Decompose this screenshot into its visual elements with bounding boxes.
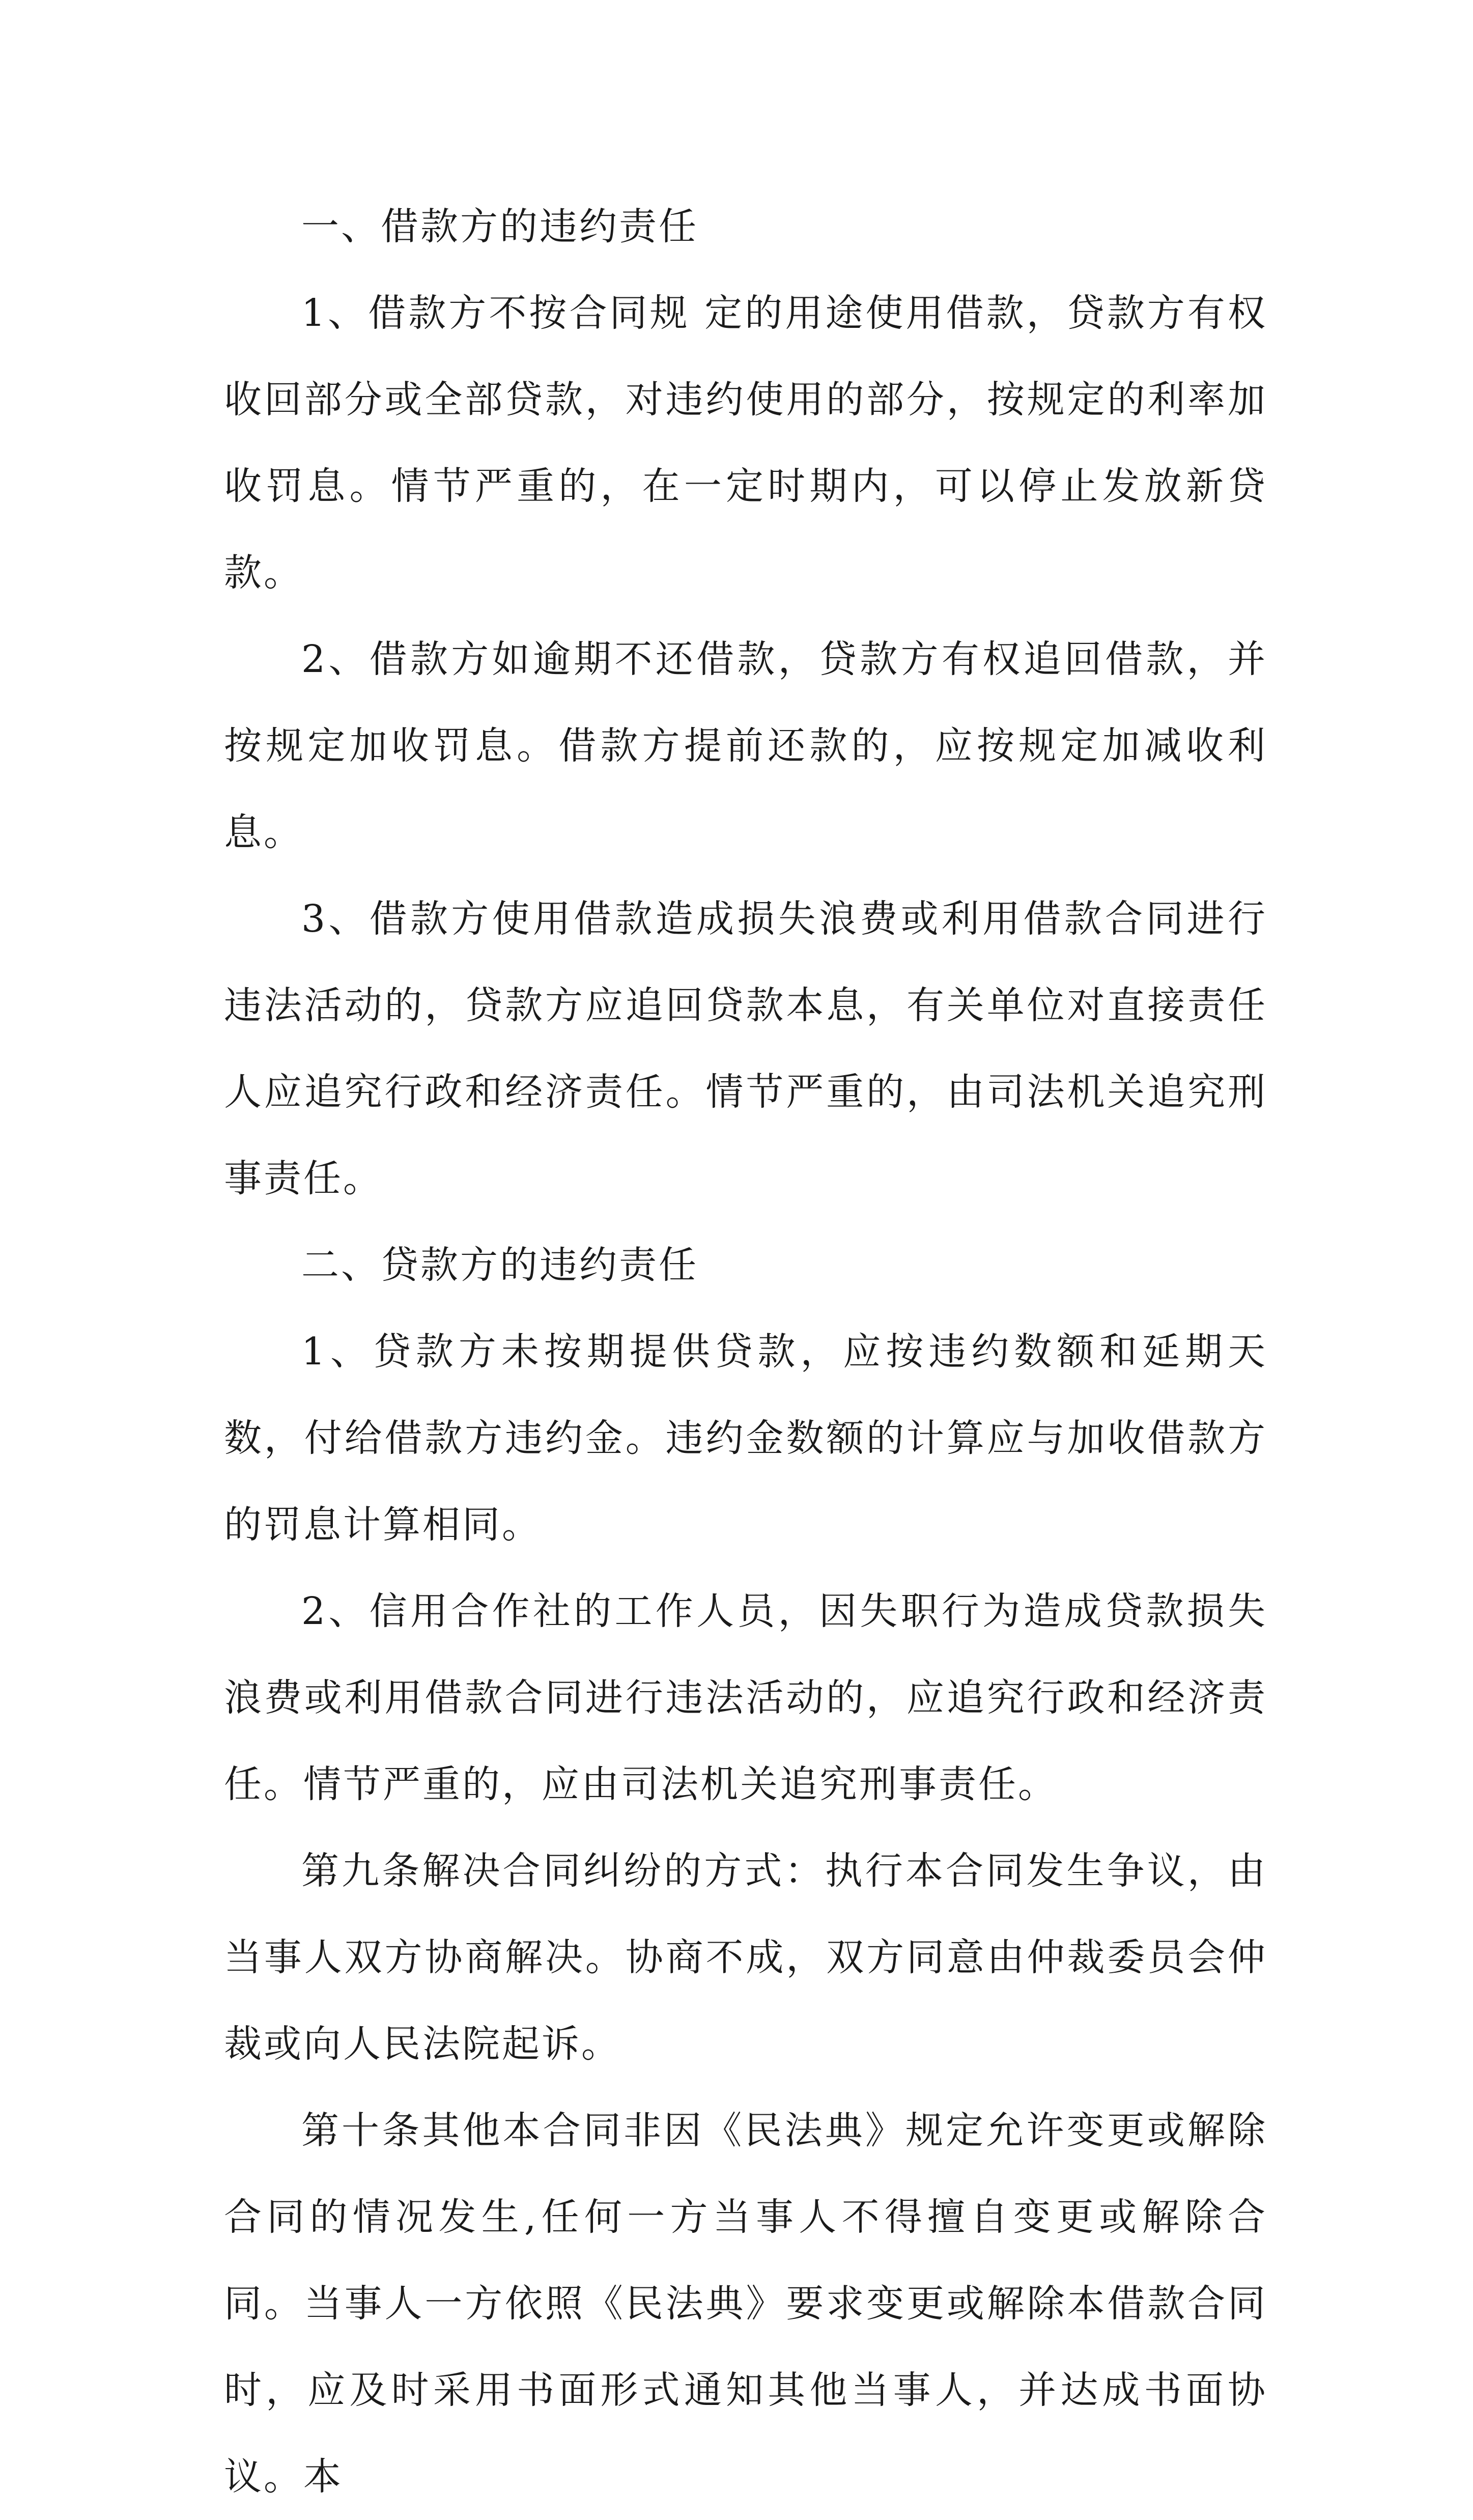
paragraph-borrower-clause-3: 3、借款方使用借款造成损失浪费或利用借款合同进行违法活动的，贷款方应追回贷款本息，有关单位对直接责任人应追究行政和经济责任。情节严重的，由司法机关追究刑事责任。 xyxy=(224,897,1267,1200)
paragraph-borrower-clause-2: 2、借款方如逾期不还借款，贷款方有权追回借款，并按规定加收罚息。借款方提前还款的，应按规定加减收利息。 xyxy=(224,637,1267,854)
paragraph-lender-clause-1: 1、贷款方未按期提供贷款，应按违约数额和延期天数，付给借款方违约金。违约金数额的计算应与加收借款方的罚息计算相同。 xyxy=(224,1330,1267,1547)
paragraph-article-9: 第九条解决合同纠纷的方式：执行本合同发生争议，由当事人双方协商解决。协商不成，双方同意由仲裁委员会仲裁或向人民法院起诉。 xyxy=(224,1849,1267,2066)
paragraph-borrower-clause-1: 1、借款方不按合同规 定的用途使用借款，贷款方有权收回部分或全部贷款，对违约使用的部分，按规定的利率加收罚息。情节严重的，在一定时期内，可以停止发放新贷款。 xyxy=(224,291,1267,595)
paragraph-lender-clause-2: 2、信用合作社的工作人员，因失职行为造成贷款损失浪费或利用借款合同进行违法活动的，应追究行政和经济责任。情节严重的，应由司法机关追究刑事责任。 xyxy=(224,1589,1267,1806)
paragraph-article-10: 第十条其他本合同非因《民法典》规定允许变更或解除合同的情况发生,任何一方当事人不得擅自变更或解除合同。当事人一方依照《民法典》要求变更或解除本借款合同时，应及时采用书面形式通知其他当事人，并达成书面协议。本 xyxy=(224,2109,1267,2499)
paragraph-borrower-liability-heading: 一、借款方的违约责任 xyxy=(301,205,698,248)
document-body xyxy=(224,183,1267,2520)
paragraph-lender-liability-heading: 二、贷款方的违约责任 xyxy=(301,1243,698,1287)
